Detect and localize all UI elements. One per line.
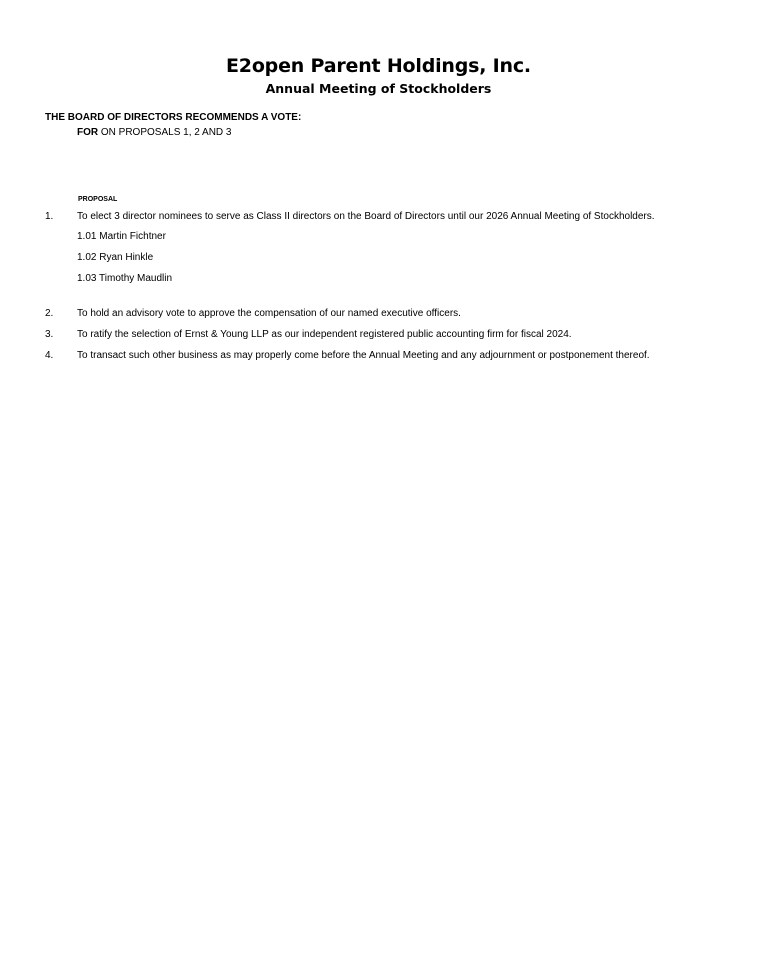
proposal-number: 2. xyxy=(45,308,54,319)
meeting-subtitle: Annual Meeting of Stockholders xyxy=(265,81,492,96)
proposal-text: To ratify the selection of Ernst & Young LLP as our independent registered public accounting firm for fiscal 2024. xyxy=(77,329,572,340)
company-title: E2open Parent Holdings, Inc. xyxy=(226,55,531,77)
board-recommendation-line xyxy=(77,126,232,139)
vote-for-label: FOR xyxy=(77,127,99,138)
proposal-number: 3. xyxy=(45,329,54,340)
board-recommendation-heading: THE BOARD OF DIRECTORS RECOMMENDS A VOTE: xyxy=(45,112,302,123)
proposal-number: 4. xyxy=(45,350,54,361)
vote-scope: ON PROPOSALS 1, 2 AND 3 xyxy=(100,127,232,138)
proposal-column-label: PROPOSAL xyxy=(78,196,118,203)
proposal-text: To transact such other business as may properly come before the Annual Meeting and any adjournment or postponement thereof. xyxy=(77,350,650,361)
nominee-item: 1.02 Ryan Hinkle xyxy=(77,252,154,263)
proposal-text: To hold an advisory vote to approve the compensation of our named executive officers. xyxy=(77,308,461,319)
proposal-text: To elect 3 director nominees to serve as Class II directors on the Board of Directors until our 2026 Annual Meeting of Stockholders. xyxy=(77,211,655,222)
proposal-number: 1. xyxy=(45,211,54,222)
nominee-item: 1.01 Martin Fichtner xyxy=(77,231,166,242)
nominee-item: 1.03 Timothy Maudlin xyxy=(77,273,173,284)
